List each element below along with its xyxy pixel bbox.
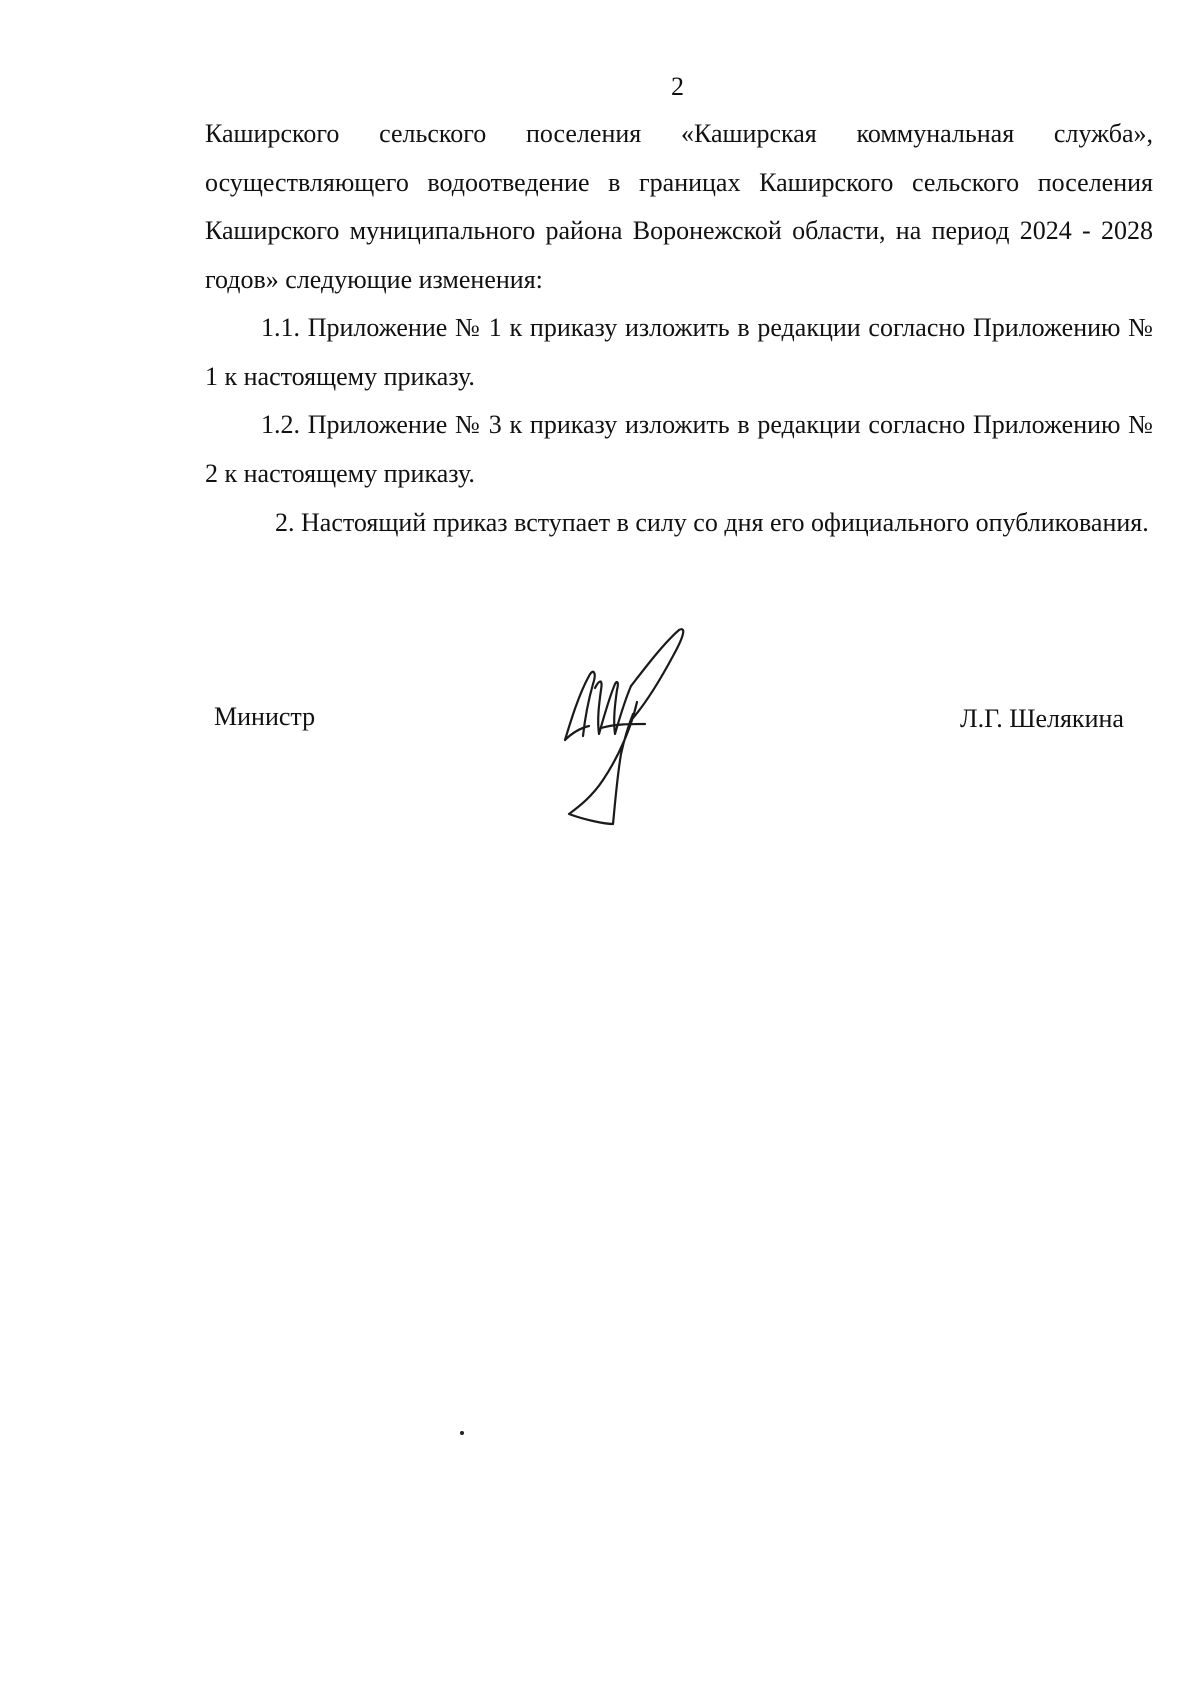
paragraph-item-1-1-text: 1.1. Приложение № 1 к приказу изложить в редакции согласно Приложению № 1 к настоящему приказу. — [205, 313, 1153, 391]
paragraph-item-1-2-text: 1.2. Приложение № 3 к приказу изложить в редакции согласно Приложению № 2 к настоящему приказу. — [205, 410, 1153, 488]
scan-artifact-dot — [460, 1431, 464, 1435]
paragraph-item-2-text: 2. Настоящий приказ вступает в силу со дня его официального опубликования. — [275, 508, 1149, 537]
signer-name: Л.Г. Шелякина — [960, 704, 1124, 733]
handwritten-signature — [555, 628, 705, 828]
paragraph-continuation-text: Каширского сельского поселения «Каширская коммунальная служба», осуществляющего водоотведение в границах Каширского сельского поселения Каширского муниципального района Воронежской области, на период 2024 - 2028 годов» следующие изменения: — [205, 119, 1153, 294]
page-number: 2 — [671, 72, 684, 101]
signer-position: Министр — [214, 702, 316, 731]
